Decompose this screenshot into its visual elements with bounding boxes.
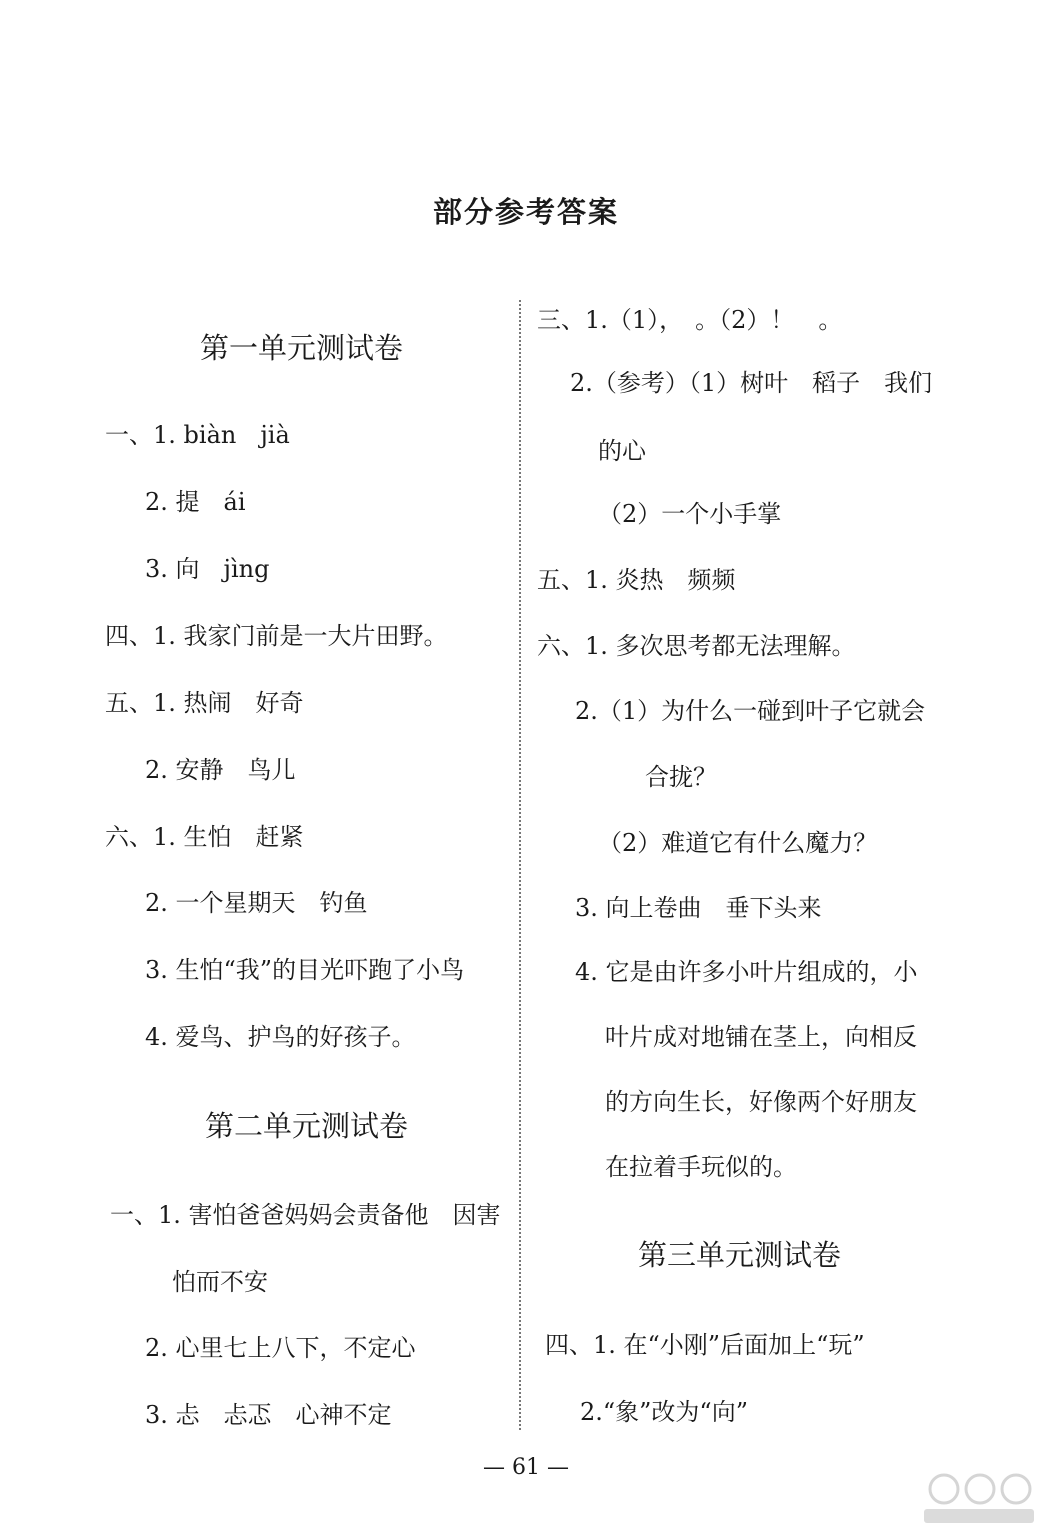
answer-line: 合拢？ [645, 763, 717, 791]
answer-line: 怕而不安 [172, 1268, 268, 1296]
answer-line: 3. 忐 忐忑 心神不定 [145, 1401, 392, 1429]
answer-line: 六、1. 多次思考都无法理解。 [537, 632, 856, 660]
answer-line: 叶片成对地铺在茎上，向相反 [605, 1023, 917, 1051]
unit3-heading: 第三单元测试卷 [638, 1238, 842, 1272]
answer-line: 的方向生长，好像两个好朋友 [605, 1088, 917, 1116]
answer-line: 三、1.（1）， 。（2）！ 。 [537, 306, 843, 334]
answer-line: 六、1. 生怕 赶紧 [105, 823, 304, 851]
answer-line: 3. 向 jìng [145, 555, 270, 583]
column-divider [519, 300, 521, 1430]
answer-line: 4. 爱鸟、护鸟的好孩子。 [145, 1023, 416, 1051]
answer-line: 3. 向上卷曲 垂下头来 [575, 894, 822, 922]
watermark-logo [904, 1467, 1044, 1527]
answer-line: 2. 心里七上八下，不定心 [145, 1334, 416, 1362]
answer-line: 2.（1）为什么一碰到叶子它就会 [575, 697, 926, 725]
answer-line: 在拉着手玩似的。 [605, 1153, 797, 1181]
answer-line: 四、1. 在“小刚”后面加上“玩” [545, 1331, 865, 1359]
answer-line: 2.（参考）（1）树叶 稻子 我们 [570, 369, 933, 397]
page-title: 部分参考答案 [432, 195, 619, 229]
answer-line: 一、1. 害怕爸爸妈妈会责备他 因害 [110, 1201, 501, 1229]
answer-line: 4. 它是由许多小叶片组成的，小 [575, 958, 918, 986]
answer-line: 2. 安静 鸟儿 [145, 756, 296, 784]
answer-line: 2.“象”改为“向” [580, 1398, 748, 1426]
answer-line: 3. 生怕“我”的目光吓跑了小鸟 [145, 956, 465, 984]
answer-line: 2. 提 ái [145, 488, 246, 516]
answer-line: （2）一个小手掌 [598, 500, 782, 528]
page-number: — 61 — [483, 1455, 569, 1480]
answer-line: 五、1. 热闹 好奇 [105, 689, 304, 717]
answer-line: 2. 一个星期天 钓鱼 [145, 889, 368, 917]
answer-line: 一、1. biàn jià [105, 421, 290, 449]
answer-line: （2）难道它有什么魔力？ [598, 829, 878, 857]
unit2-heading: 第二单元测试卷 [205, 1109, 409, 1143]
answer-line: 的心 [598, 437, 646, 465]
answer-line: 五、1. 炎热 频频 [537, 566, 736, 594]
answer-line: 四、1. 我家门前是一大片田野。 [105, 622, 448, 650]
unit1-heading: 第一单元测试卷 [200, 331, 404, 365]
